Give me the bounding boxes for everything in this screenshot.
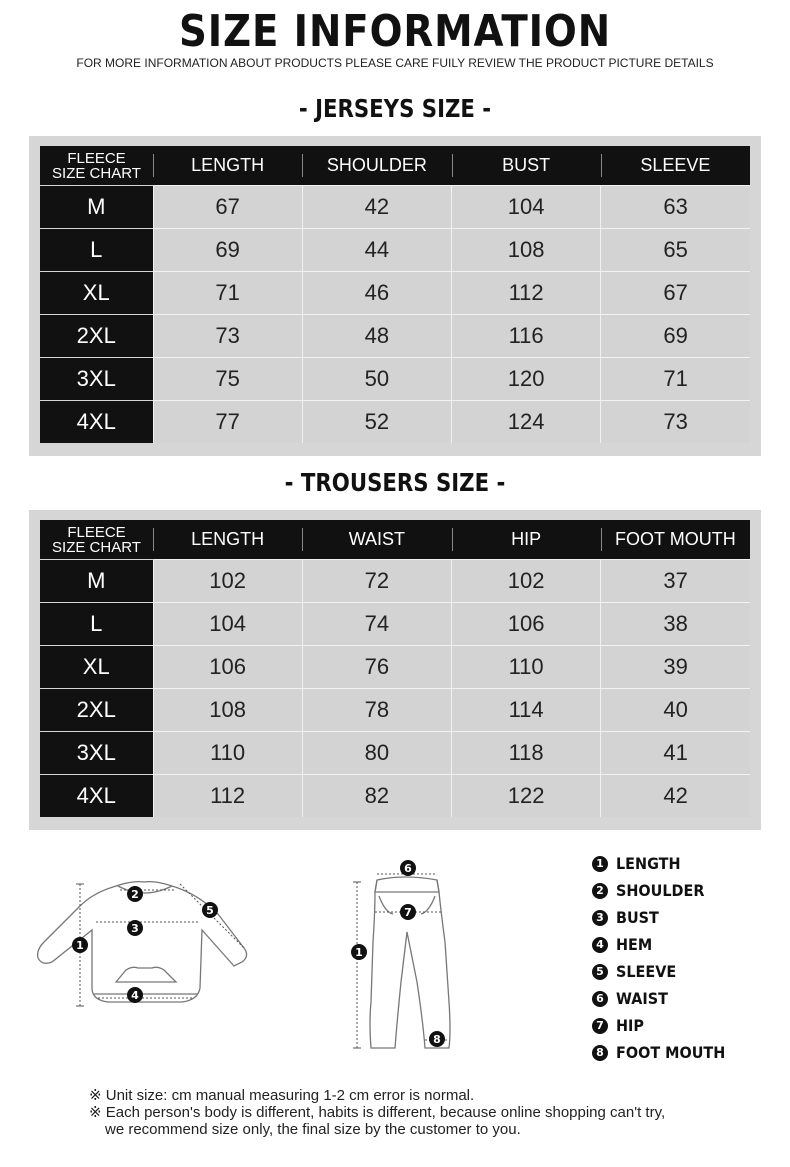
cell-shoulder: 46 <box>302 272 451 315</box>
trousers-size-panel <box>29 510 761 830</box>
cell-bust: 124 <box>452 401 601 444</box>
legend-number-badge: 5 <box>592 964 608 980</box>
corner-header <box>40 146 153 186</box>
trousers-size-table <box>40 520 750 817</box>
cell-sleeve: 63 <box>601 186 750 229</box>
jerseys-size-panel <box>29 136 761 456</box>
cell-length: 112 <box>153 775 302 818</box>
size-label: 4XL <box>40 775 153 818</box>
legend-item-foot-mouth <box>592 1039 737 1066</box>
table-row <box>40 401 750 444</box>
trousers-measurement-diagram <box>345 852 465 1057</box>
cell-hip: 110 <box>452 646 601 689</box>
cell-length: 73 <box>153 315 302 358</box>
legend-label: LENGTH <box>616 854 681 873</box>
table-row <box>40 775 750 818</box>
table-row <box>40 732 750 775</box>
corner-header <box>40 520 153 560</box>
jersey-markers <box>72 886 218 1003</box>
column-header-length: LENGTH <box>153 520 302 560</box>
cell-shoulder: 44 <box>302 229 451 272</box>
legend-item-bust <box>592 904 737 931</box>
size-label: 3XL <box>40 358 153 401</box>
table-row <box>40 272 750 315</box>
cell-foot-mouth: 39 <box>601 646 750 689</box>
marker-2-label: 2 <box>131 888 139 901</box>
trousers-table-body <box>40 560 750 818</box>
jersey-outline <box>38 882 247 1002</box>
size-notes <box>89 1087 665 1138</box>
cell-length: 106 <box>153 646 302 689</box>
cell-hip: 118 <box>452 732 601 775</box>
table-row <box>40 186 750 229</box>
legend-number-badge: 1 <box>592 856 608 872</box>
table-row <box>40 646 750 689</box>
cell-waist: 76 <box>302 646 451 689</box>
table-row <box>40 315 750 358</box>
marker-7-label: 7 <box>404 906 412 919</box>
note-unit: ※ Unit size: cm manual measuring 1-2 cm error is normal. <box>89 1087 475 1104</box>
legend-label: FOOT MOUTH <box>616 1043 726 1062</box>
legend-label: BUST <box>616 908 659 927</box>
cell-length: 104 <box>153 603 302 646</box>
table-row <box>40 229 750 272</box>
cell-bust: 120 <box>452 358 601 401</box>
marker-3-label: 3 <box>131 922 139 935</box>
legend-label: HIP <box>616 1016 644 1035</box>
cell-sleeve: 67 <box>601 272 750 315</box>
corner-line-2: SIZE CHART <box>52 538 141 556</box>
size-label: 2XL <box>40 689 153 732</box>
legend-item-shoulder <box>592 877 737 904</box>
cell-waist: 80 <box>302 732 451 775</box>
legend-number-badge: 2 <box>592 883 608 899</box>
size-label: M <box>40 560 153 603</box>
page-title: SIZE INFORMATION <box>178 6 611 57</box>
trousers-outline <box>370 877 450 1048</box>
table-row <box>40 689 750 732</box>
size-label: XL <box>40 272 153 315</box>
column-header-sleeve: SLEEVE <box>601 146 750 186</box>
column-header-shoulder: SHOULDER <box>302 146 451 186</box>
cell-hip: 106 <box>452 603 601 646</box>
legend-number-badge: 8 <box>592 1045 608 1061</box>
jersey-measure-lines <box>80 884 244 1006</box>
jerseys-table-body <box>40 186 750 444</box>
cell-waist: 78 <box>302 689 451 732</box>
cell-foot-mouth: 41 <box>601 732 750 775</box>
jerseys-section-title: - JERSEYS SIZE - <box>298 94 492 123</box>
corner-line-1: FLEECE <box>67 149 126 167</box>
cell-sleeve: 69 <box>601 315 750 358</box>
size-label: 3XL <box>40 732 153 775</box>
cell-sleeve: 71 <box>601 358 750 401</box>
legend-label: SHOULDER <box>616 881 705 900</box>
marker-6-label: 6 <box>404 862 412 875</box>
cell-foot-mouth: 38 <box>601 603 750 646</box>
marker-5-label: 5 <box>206 904 214 917</box>
note-body-difference: ※ Each person's body is different, habits is different, because online shopping can't try, <box>89 1104 666 1121</box>
size-label: M <box>40 186 153 229</box>
marker-4-label: 4 <box>131 989 139 1002</box>
marker-1-label: 1 <box>76 939 84 952</box>
size-label: L <box>40 603 153 646</box>
legend-number-badge: 6 <box>592 991 608 1007</box>
legend-number-badge: 4 <box>592 937 608 953</box>
legend-item-waist <box>592 985 737 1012</box>
cell-bust: 112 <box>452 272 601 315</box>
cell-shoulder: 52 <box>302 401 451 444</box>
size-label: L <box>40 229 153 272</box>
legend-item-length <box>592 850 737 877</box>
cell-foot-mouth: 40 <box>601 689 750 732</box>
table-row <box>40 560 750 603</box>
cell-waist: 82 <box>302 775 451 818</box>
cell-shoulder: 48 <box>302 315 451 358</box>
cell-foot-mouth: 37 <box>601 560 750 603</box>
cell-hip: 122 <box>452 775 601 818</box>
cell-waist: 74 <box>302 603 451 646</box>
marker-1-label: 1 <box>355 946 363 959</box>
marker-8-label: 8 <box>433 1033 441 1046</box>
column-header-length: LENGTH <box>153 146 302 186</box>
note-recommendation: we recommend size only, the final size by the customer to you. <box>105 1121 521 1138</box>
cell-length: 108 <box>153 689 302 732</box>
legend-number-badge: 3 <box>592 910 608 926</box>
cell-length: 69 <box>153 229 302 272</box>
jersey-measurement-diagram <box>22 870 262 1020</box>
trousers-section-title: - TROUSERS SIZE - <box>284 468 506 497</box>
corner-line-1: FLEECE <box>67 523 126 541</box>
size-label: 2XL <box>40 315 153 358</box>
cell-length: 77 <box>153 401 302 444</box>
legend-label: HEM <box>616 935 653 954</box>
cell-length: 102 <box>153 560 302 603</box>
cell-length: 110 <box>153 732 302 775</box>
cell-hip: 114 <box>452 689 601 732</box>
legend-number-badge: 7 <box>592 1018 608 1034</box>
cell-shoulder: 50 <box>302 358 451 401</box>
column-header-waist: WAIST <box>302 520 451 560</box>
column-header-foot-mouth: FOOT MOUTH <box>601 520 750 560</box>
column-header-bust: BUST <box>452 146 601 186</box>
cell-length: 71 <box>153 272 302 315</box>
cell-shoulder: 42 <box>302 186 451 229</box>
cell-bust: 104 <box>452 186 601 229</box>
size-label: XL <box>40 646 153 689</box>
size-label: 4XL <box>40 401 153 444</box>
legend-item-sleeve <box>592 958 737 985</box>
cell-bust: 108 <box>452 229 601 272</box>
table-row <box>40 603 750 646</box>
cell-hip: 102 <box>452 560 601 603</box>
cell-waist: 72 <box>302 560 451 603</box>
cell-sleeve: 65 <box>601 229 750 272</box>
jerseys-size-table <box>40 146 750 443</box>
legend-label: SLEEVE <box>616 962 677 981</box>
legend-item-hem <box>592 931 737 958</box>
cell-foot-mouth: 42 <box>601 775 750 818</box>
cell-length: 67 <box>153 186 302 229</box>
cell-sleeve: 73 <box>601 401 750 444</box>
legend-item-hip <box>592 1012 737 1039</box>
page-subtitle: FOR MORE INFORMATION ABOUT PRODUCTS PLEASE CARE FUILY REVIEW THE PRODUCT PICTURE DETAILS <box>76 56 714 70</box>
cell-length: 75 <box>153 358 302 401</box>
measurement-legend <box>592 850 737 1066</box>
column-header-hip: HIP <box>452 520 601 560</box>
table-row <box>40 358 750 401</box>
legend-label: WAIST <box>616 989 668 1008</box>
corner-line-2: SIZE CHART <box>52 164 141 182</box>
cell-bust: 116 <box>452 315 601 358</box>
